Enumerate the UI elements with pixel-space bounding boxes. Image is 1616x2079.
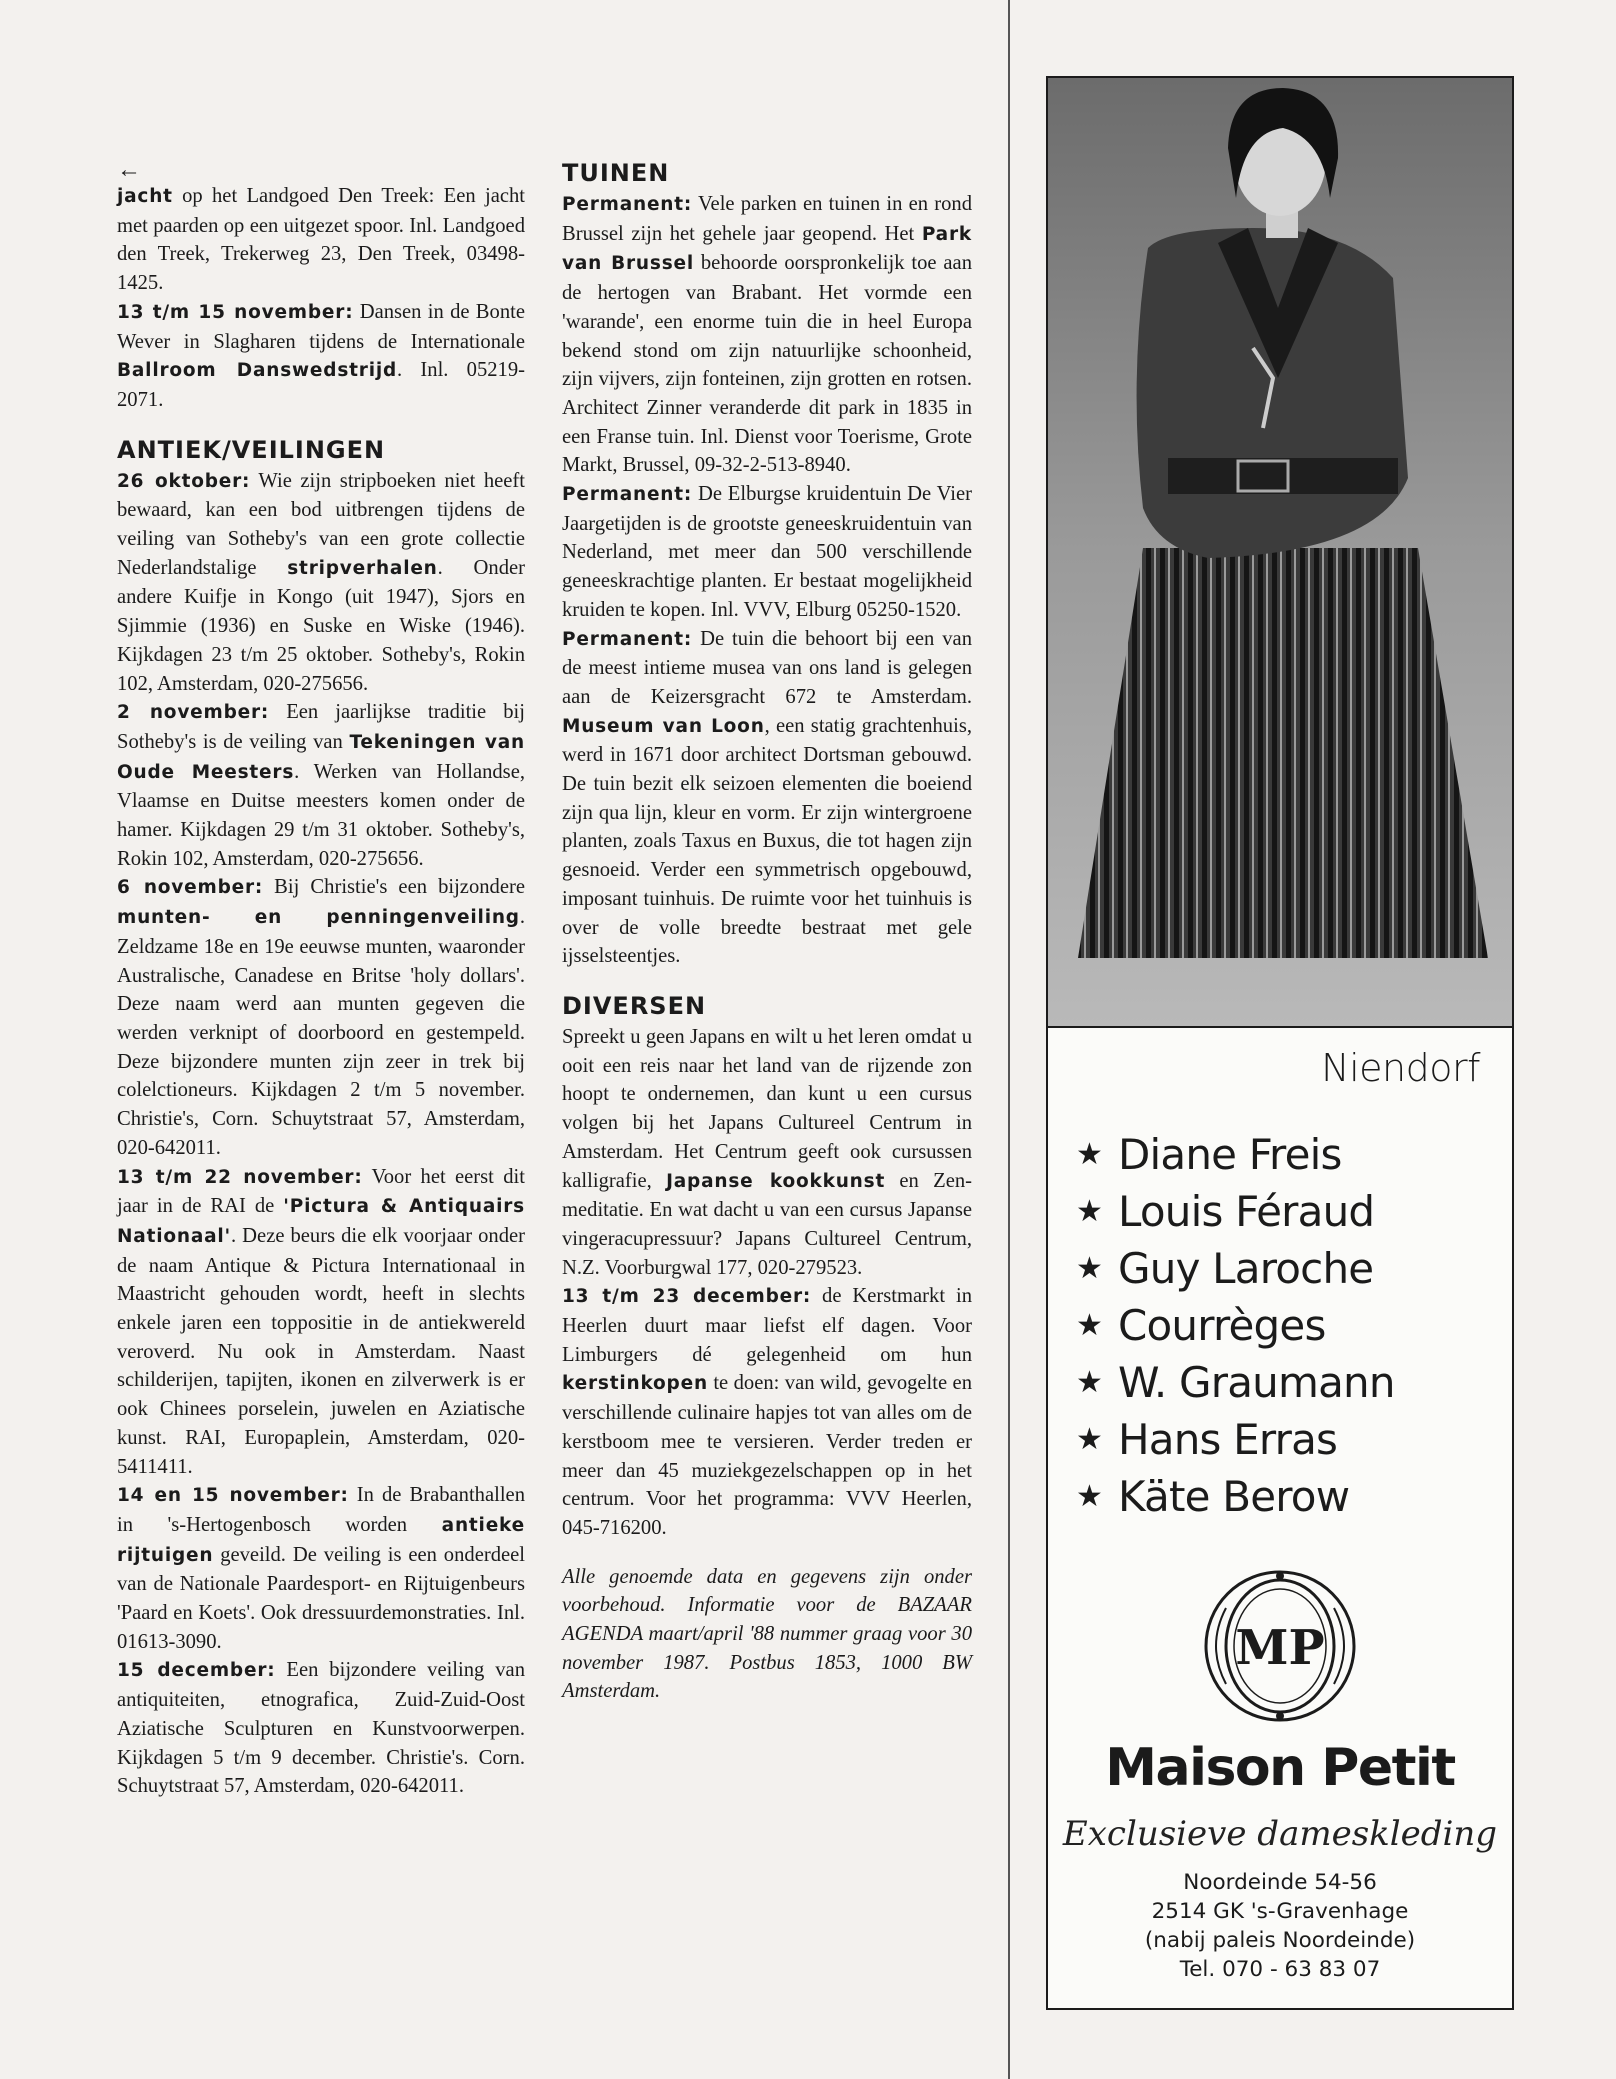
star-icon: ★ xyxy=(1076,1251,1103,1286)
designer-item xyxy=(1076,1354,1395,1411)
listing-text: In de Brabanthallen in 's-Hertogenbosch worden xyxy=(117,1484,525,1536)
listing-paragraph xyxy=(562,190,972,480)
listing-keyword: munten- en penningenveiling xyxy=(117,907,520,929)
listing-keyword: 13 t/m 22 november: xyxy=(117,1166,363,1188)
listing-paragraph xyxy=(562,1282,972,1542)
star-icon: ★ xyxy=(1076,1365,1103,1400)
fashion-photo xyxy=(1048,78,1512,1028)
listing-paragraph xyxy=(117,467,525,699)
designer-item xyxy=(1076,1126,1395,1183)
listing-paragraph xyxy=(562,1023,972,1282)
listing-text: Spreekt u geen Japans en wilt u het leren omdat u ooit een reis naar het land van de rijzende zon hoopt te ondernemen, dan kunt u een cursus volgen bij het Japans Cultureel Centrum in Amsterdam. Het Centrum geeft ook cursussen kalligrafie, xyxy=(562,1025,972,1192)
continued-arrow: ← xyxy=(117,157,141,183)
listing-text: Bij Christie's een bijzondere xyxy=(263,876,525,899)
right-article-column xyxy=(562,158,972,1706)
left-column-body xyxy=(117,182,525,1801)
listing-text: . Deze beurs die elk voorjaar onder de naam Antique & Pictura Internationaal in Maastricht gehouden wordt, heeft in slechts enkele jaren een toppositie in de antiekwereld veroverd. Nu ook in Amsterdam. Naast schilderijen, tapijten, ikonen en zilverwerk is er ook Chinees porselein, juwelen en Aziatische kunst. RAI, Europaplein, Amsterdam, 020-5411411. xyxy=(117,1224,525,1478)
designer-name: Hans Erras xyxy=(1118,1415,1338,1464)
listing-keyword: 6 november: xyxy=(117,877,264,899)
listing-keyword: 14 en 15 november: xyxy=(117,1485,349,1507)
section-heading: ANTIEK/VEILINGEN xyxy=(117,435,386,464)
listing-keyword: 13 t/m 23 december: xyxy=(562,1286,812,1308)
listing-paragraph xyxy=(117,698,525,873)
store-name: Maison Petit xyxy=(1105,1738,1455,1798)
listing-text: , een statig grachtenhuis, werd in 1671 door architect Dortsman gebouwd. De tuin bezit elk seizoen elementen die boeiend zijn qua lijn, kleur en vorm. Er zijn wintergroene planten, zoals Taxus en Buxus, die tot hagen zijn gesnoeid. Verder een symmetrisch opgebouwd, imposant tuinhuis. De ruimte voor het tuinhuis is over de volle breedte bestraat met gele ijsselsteentjes. xyxy=(562,714,972,968)
listing-keyword: Tekeningen van Oude Meesters xyxy=(117,731,526,783)
listing-keyword: 13 t/m 15 november: xyxy=(117,301,354,323)
listing-keyword: antieke rijtuigen xyxy=(117,1514,525,1566)
listing-paragraph xyxy=(117,182,525,298)
listing-paragraph xyxy=(117,1656,525,1801)
store-tagline: Exclusieve dameskleding xyxy=(1062,1814,1498,1854)
listing-paragraph xyxy=(562,480,972,625)
designer-name: Guy Laroche xyxy=(1118,1244,1374,1293)
designer-name: Diane Freis xyxy=(1118,1130,1342,1179)
designer-item xyxy=(1076,1468,1395,1525)
listing-text: . Inl. 05219-2071. xyxy=(117,359,526,411)
listing-keyword: 2 november: xyxy=(117,702,270,724)
listing-paragraph xyxy=(562,625,972,971)
right-column-body xyxy=(562,158,972,1706)
address-city: 2514 GK 's-Gravenhage xyxy=(1151,1899,1409,1924)
listing-text: en Zen-meditatie. En wat dacht u van een cursus Japanse vingeracupressuur? Japans Cultureel Centrum, N.Z. Voorburgwal 177, 020-279523. xyxy=(562,1169,972,1279)
maison-petit-logo xyxy=(1201,1568,1359,1724)
listing-paragraph xyxy=(117,873,525,1162)
designer-name: Louis Féraud xyxy=(1118,1187,1375,1236)
listing-keyword: kerstinkopen xyxy=(562,1373,708,1395)
listing-text: Een jaarlijkse traditie bij Sotheby's is de veiling van xyxy=(117,701,525,753)
star-icon: ★ xyxy=(1076,1479,1103,1514)
listing-keyword: Japanse kookkunst xyxy=(666,1170,886,1192)
listing-text: Een bijzondere veiling van antiquiteiten, etnografica, Zuid-Zuid-Oost Aziatische Sculpturen en Kunstvoorwerpen. Kijkdagen 5 t/m 9 december. Christie's. Corn. Schuytstraat 57, Amsterdam, 020-642011. xyxy=(117,1659,525,1798)
listing-keyword: Ballroom Danswedstrijd xyxy=(117,360,398,382)
brand-name: Niendorf xyxy=(1321,1046,1480,1090)
logo-monogram: MP xyxy=(1235,1620,1325,1676)
listing-paragraph xyxy=(117,1163,525,1482)
listing-text: Voor het eerst dit jaar in de RAI de xyxy=(117,1165,525,1218)
disclaimer: Alle genoemde data en gegevens zijn onder voorbehoud. Informatie voor de BAZAAR AGENDA maart/april '88 nummer graag voor 30 november 1987. Postbus 1853, 1000 BW Amsterdam. xyxy=(562,1565,972,1703)
designer-list xyxy=(1076,1126,1395,1525)
star-icon: ★ xyxy=(1076,1137,1103,1172)
listing-text: De tuin die behoort bij een van de meest intieme musea van ons land is gelegen aan de Keizersgracht 672 te Amsterdam. xyxy=(562,627,972,708)
designer-name: Käte Berow xyxy=(1118,1472,1350,1521)
listing-text: . Zeldzame 18e en 19e eeuwse munten, waaronder Australische, Canadese en Britse 'holy dollars'. Deze naam werd aan munten gegeven die werden verknipt of doorboord en gestempeld. Deze bijzondere munten zijn zeer in trek bij colelctioneurs. Kijkdagen 2 t/m 5 november. Christie's, Corn. Schuytstraat 57, Amsterdam, 020-642011. xyxy=(117,906,525,1159)
designer-name: W. Graumann xyxy=(1118,1358,1395,1407)
address-street: Noordeinde 54-56 xyxy=(1183,1870,1377,1895)
designer-name: Courrèges xyxy=(1118,1301,1326,1350)
listing-keyword: 'Pictura & Antiquairs Nationaal' xyxy=(117,1196,525,1247)
listing-keyword: Park van Brussel xyxy=(562,223,972,275)
listing-text: de Kerstmarkt in Heerlen duurt maar liefst elf dagen. Voor Limburgers dé gelegenheid om hun xyxy=(562,1285,973,1366)
left-article-column xyxy=(117,158,525,1801)
designer-item xyxy=(1076,1240,1395,1297)
listing-paragraph xyxy=(117,298,525,415)
store-address xyxy=(1048,1868,1512,1984)
listing-text: . Onder andere Kuifje in Kongo (uit 1947), Sjors en Sjimmie (1936) en Suske en Wiske (1946). Kijkdagen 23 t/m 25 oktober. Sotheby's, Rokin 102, Amsterdam, 020-275656. xyxy=(117,556,525,695)
listing-text: op het Landgoed Den Treek: Een jacht met paarden op een uitgezet spoor. Inl. Landgoed den Treek, Trekerweg 23, Den Treek, 03498-1425. xyxy=(117,185,525,295)
listing-text: behoorde oorspronkelijk toe aan de hertogen van Brabant. Het vormde een 'warande', een enorme tuin die in heel Europa bekend stond om zijn natuurlijke schoonheid, zijn vijvers, zijn fonteinen, zijn grotten en rotsen. Architect Zinner veranderde dit park in 1835 in een Franse tuin. Inl. Dienst voor Toerisme, Grote Markt, Brussel, 09-32-2-513-8940. xyxy=(562,252,972,477)
listing-keyword: Permanent: xyxy=(562,194,693,215)
star-icon: ★ xyxy=(1076,1194,1103,1229)
designer-item xyxy=(1076,1183,1395,1240)
listing-keyword: stripverhalen xyxy=(287,557,438,579)
advertisement xyxy=(1046,76,1514,2010)
star-icon: ★ xyxy=(1076,1422,1103,1457)
listing-text: . Werken van Hollandse, Vlaamse en Duitse meesters komen onder de hamer. Kijkdagen 29 t/m 31 oktober. Sotheby's, Rokin 102, Amsterdam, 020-275656. xyxy=(117,760,525,870)
listing-text: De Elburgse kruidentuin De Vier Jaargetijden is de grootste geneeskruidentuin van Nederland, met meer dan 500 verschillende geneeskrachtige planten. Er bestaat mogelijkheid kruiden te kopen. Inl. VVV, Elburg 05250-1520. xyxy=(562,483,972,621)
listing-text: geveild. De veiling is een onderdeel van de Nationale Paardesport- en Rijtuigenbeurs 'Paard en Koets'. Ook dressuurdemonstraties. Inl. 01613-3090. xyxy=(117,1543,525,1653)
listing-keyword: 15 december: xyxy=(117,1660,276,1682)
section-heading: DIVERSEN xyxy=(562,991,707,1020)
listing-keyword: 26 oktober: xyxy=(117,470,251,492)
column-divider xyxy=(1008,0,1010,2079)
listing-text: Vele parken en tuinen in en rond Brussel zijn het gehele jaar geopend. Het xyxy=(562,193,972,245)
listing-keyword: Permanent: xyxy=(562,484,693,506)
section-heading: TUINEN xyxy=(562,159,670,187)
designer-item xyxy=(1076,1411,1395,1468)
listing-text: Dansen in de Bonte Wever in Slagharen tijdens de Internationale xyxy=(117,300,525,353)
listing-keyword: jacht xyxy=(117,186,173,207)
listing-keyword: Permanent: xyxy=(562,628,693,650)
listing-text: te doen: van wild, gevogelte en verschillende culinaire hapjes tot van alles om de kerstboom mee te versieren. Verder treden er meer dan 45 muziekgezelschappen op in het centrum. Voor het programma: VVV Heerlen, 045-716200. xyxy=(562,1372,972,1539)
star-icon: ★ xyxy=(1076,1308,1103,1343)
listing-keyword: Museum van Loon xyxy=(562,715,765,737)
address-note: (nabij paleis Noordeinde) xyxy=(1144,1928,1416,1953)
listing-text: Wie zijn stripboeken niet heeft bewaard, kan een bod uitbrengen tijdens de veiling van Sotheby's van een grote collectie Nederlandstalige xyxy=(117,469,525,579)
address-phone: Tel. 070 - 63 83 07 xyxy=(1179,1957,1381,1982)
listing-paragraph xyxy=(117,1481,525,1656)
designer-item xyxy=(1076,1297,1395,1354)
